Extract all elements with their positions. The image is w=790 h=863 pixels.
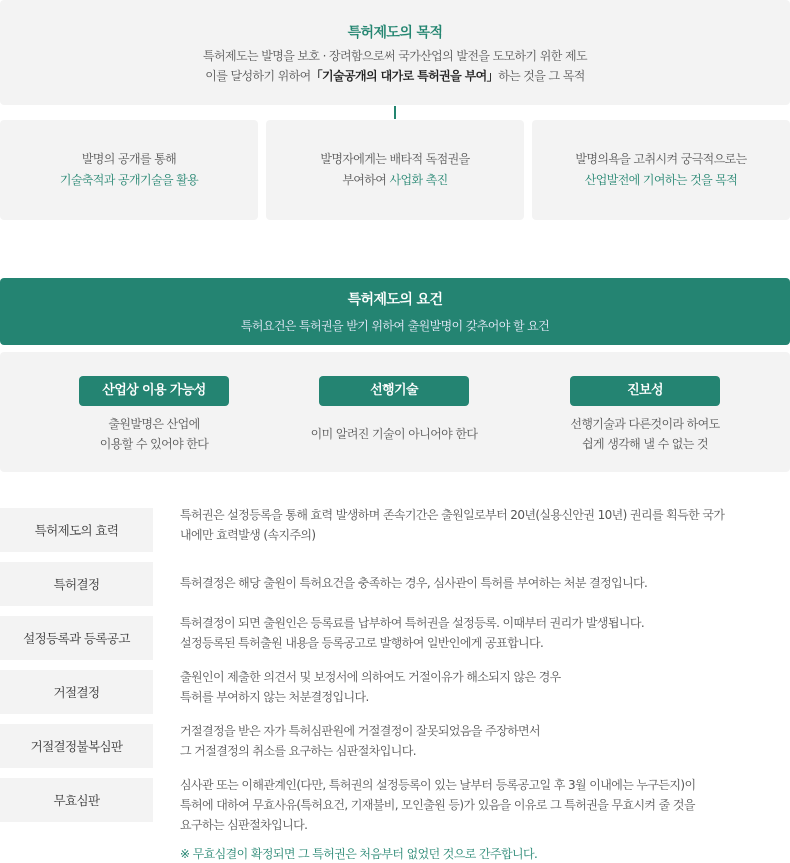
highlight-text: 「기술공개의 대가로 특허권을 부여」 xyxy=(310,69,499,83)
row-text xyxy=(180,505,790,545)
row-label: 거절결정불복심판 xyxy=(0,724,153,768)
text: 그 거절결정의 취소를 요구하는 심판절차입니다. xyxy=(180,744,416,758)
text: 출원발명은 산업에 xyxy=(108,417,200,431)
row-text xyxy=(180,613,790,653)
text: 특허결정이 되면 출원인은 등록료를 납부하여 특허권을 설정등록. 이때부터 권리가 발생됩니다. xyxy=(180,616,645,630)
card-line: 발명의 공개를 통해 xyxy=(81,152,177,166)
text: 설정등록된 특허출원 내용을 등록공고로 발행하여 일반인에게 공표합니다. xyxy=(180,636,544,650)
text: 심사관 또는 이해관계인(다만, 특허권의 설정등록이 있는 날부터 등록공고일 후 3월 이내에는 누구든지)이 xyxy=(180,778,696,792)
requirement-item xyxy=(310,376,478,444)
text: 내에만 효력발생 (속지주의) xyxy=(180,528,316,542)
purpose-card xyxy=(532,120,790,220)
text: 이용할 수 있어야 한다 xyxy=(99,437,209,451)
row-label: 설정등록과 등록공고 xyxy=(0,616,153,660)
row-text xyxy=(180,775,790,835)
text: 이를 달성하기 위하여 xyxy=(205,69,311,83)
highlight-text: 사업화 촉진 xyxy=(389,173,448,187)
requirements-title: 특허제도의 요건 xyxy=(347,292,443,308)
connector-line xyxy=(394,106,396,119)
requirement-desc xyxy=(274,424,514,444)
text: 출원인이 제출한 의견서 및 보정서에 의하여도 거절이유가 해소되지 않은 경우 xyxy=(180,670,561,684)
text: 요구하는 심판절차입니다. xyxy=(180,818,308,832)
requirement-item xyxy=(570,376,720,454)
card-line xyxy=(342,170,447,191)
text: 쉽게 생각해 낼 수 없는 것 xyxy=(582,437,708,451)
requirements-body xyxy=(0,352,790,472)
text: 특허를 부여하지 않는 처분결정입니다. xyxy=(180,690,369,704)
text: 하는 것을 그 목적 xyxy=(498,69,585,83)
requirements-subtitle: 특허요건은 특허권을 받기 위하여 출원발명이 갖추어야 할 요건 xyxy=(240,319,550,333)
text: 이미 알려진 기술이 아니어야 한다 xyxy=(310,427,478,441)
row-text xyxy=(180,721,790,761)
highlight-text: 산업발전에 기여하는 것을 목적 xyxy=(584,173,738,187)
card-line: 발명자에게는 배타적 독점권을 xyxy=(320,152,470,166)
text: 특허에 대하여 무효사유(특허요건, 기재불비, 모인출원 등)가 있음을 이유로 그 특허권을 무효시켜 줄 것을 xyxy=(180,798,695,812)
text: 특허결정은 해당 출원이 특허요건을 충족하는 경우, 심사관이 특허를 부여하는 처분 결정입니다. xyxy=(180,576,648,590)
purpose-desc-1: 특허제도는 발명을 보호 · 장려함으로써 국가산업의 발전을 도모하기 위한 제도 xyxy=(203,49,587,63)
row-text xyxy=(180,667,790,707)
purpose-title: 특허제도의 목적 xyxy=(347,25,443,41)
row-label: 무효심판 xyxy=(0,778,153,822)
requirement-badge: 진보성 xyxy=(570,376,720,406)
highlight-text: 기술축적과 공개기술을 활용 xyxy=(59,173,199,187)
purpose-card xyxy=(266,120,524,220)
purpose-desc-2 xyxy=(0,66,790,86)
purpose-section xyxy=(0,0,790,105)
text: 부여하여 xyxy=(342,173,390,187)
card-line xyxy=(585,170,738,191)
row-label: 특허제도의 효력 xyxy=(0,508,153,552)
text: 거절결정을 받은 자가 특허심판원에 거절결정이 잘못되었음을 주장하면서 xyxy=(180,724,541,738)
card-line: 발명의욕을 고취시켜 궁극적으로는 xyxy=(575,152,747,166)
text: 특허권은 설정등록을 통해 효력 발생하며 존속기간은 출원일로부터 20년(실용신안권 10년) 권리를 획득한 국가 xyxy=(180,508,725,522)
requirement-desc xyxy=(34,414,274,454)
invalidation-note: ※ 무효심결이 확정되면 그 특허권은 처음부터 없었던 것으로 간주합니다. xyxy=(180,847,538,861)
purpose-card xyxy=(0,120,258,220)
text: 선행기술과 다른것이라 하여도 xyxy=(570,417,720,431)
row-label: 거절결정 xyxy=(0,670,153,714)
row-text xyxy=(180,573,790,593)
requirements-header xyxy=(0,278,790,345)
row-label: 특허결정 xyxy=(0,562,153,606)
requirement-badge: 산업상 이용 가능성 xyxy=(79,376,229,406)
requirement-item xyxy=(79,376,229,454)
requirement-desc xyxy=(525,414,765,454)
card-line xyxy=(60,170,198,191)
requirement-badge: 선행기술 xyxy=(319,376,469,406)
